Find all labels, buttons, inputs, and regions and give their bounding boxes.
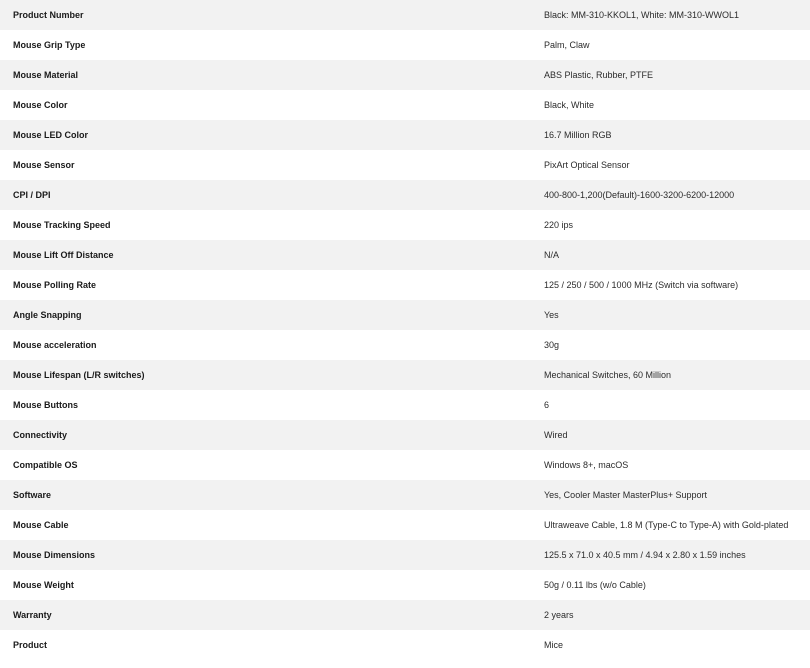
spec-label: Mouse Weight [13,580,74,590]
spec-label: Warranty [13,610,52,620]
spec-value: 400-800-1,200(Default)-1600-3200-6200-12000 [544,190,735,200]
spec-value: Palm, Claw [544,40,590,50]
spec-value: 16.7 Million RGB [544,130,612,140]
spec-label: Mouse Lift Off Distance [13,250,114,260]
spec-value: Wired [544,430,568,440]
spec-row-led-color [0,120,810,150]
spec-label: CPI / DPI [13,190,51,200]
spec-value: 125 / 250 / 500 / 1000 MHz (Switch via software) [544,280,739,290]
spec-value: 30g [544,340,560,350]
spec-row-sensor [0,150,810,180]
spec-row-cable [0,510,810,540]
spec-row-compatible-os [0,450,810,480]
spec-label: Mouse Material [13,70,79,80]
spec-row-weight [0,570,810,600]
spec-value: Black: MM-310-KKOL1, White: MM-310-WWOL1 [544,10,740,20]
spec-value: Mice [544,640,564,650]
spec-row-grip-type [0,30,810,60]
spec-row-polling-rate [0,270,810,300]
spec-row-lifespan [0,360,810,390]
spec-label: Mouse acceleration [13,340,97,350]
spec-value: Windows 8+, macOS [544,460,629,470]
spec-row-color [0,90,810,120]
spec-label: Mouse Cable [13,520,69,530]
spec-value: 50g / 0.11 lbs (w/o Cable) [544,580,646,590]
spec-label: Mouse Sensor [13,160,75,170]
spec-row-connectivity [0,420,810,450]
spec-value: Yes, Cooler Master MasterPlus+ Support [544,490,707,500]
spec-value: 6 [544,400,550,410]
spec-row-lift-off-distance [0,240,810,270]
spec-label: Mouse Color [13,100,68,110]
spec-row-dimensions [0,540,810,570]
spec-label: Connectivity [13,430,68,440]
spec-label: Mouse Tracking Speed [13,220,111,230]
spec-value: N/A [544,250,560,260]
spec-label: Software [13,490,52,500]
spec-label: Mouse Dimensions [13,550,96,560]
spec-label: Product Number [13,10,84,20]
spec-row-angle-snapping [0,300,810,330]
spec-value: 220 ips [544,220,574,230]
spec-row-product [0,630,810,660]
spec-label: Mouse Lifespan (L/R switches) [13,370,145,380]
spec-value: Yes [544,310,559,320]
spec-label: Mouse LED Color [13,130,89,140]
spec-value: 2 years [544,610,574,620]
spec-label: Mouse Buttons [13,400,78,410]
spec-row-product-number [0,0,810,30]
spec-value: Mechanical Switches, 60 Million [544,370,672,380]
spec-row-buttons [0,390,810,420]
spec-row-material [0,60,810,90]
spec-label: Product [13,640,48,650]
spec-value: Black, White [544,100,595,110]
spec-label: Angle Snapping [13,310,82,320]
spec-value: 125.5 x 71.0 x 40.5 mm / 4.94 x 2.80 x 1.59 inches [544,550,746,560]
spec-label: Compatible OS [13,460,78,470]
spec-row-warranty [0,600,810,630]
spec-row-tracking-speed [0,210,810,240]
spec-value: Ultraweave Cable, 1.8 M (Type-C to Type-A) with Gold-plated [544,520,789,530]
spec-value: ABS Plastic, Rubber, PTFE [544,70,654,80]
spec-value: PixArt Optical Sensor [544,160,630,170]
spec-row-acceleration [0,330,810,360]
spec-row-software [0,480,810,510]
spec-label: Mouse Polling Rate [13,280,97,290]
spec-label: Mouse Grip Type [13,40,86,50]
spec-row-cpi-dpi [0,180,810,210]
